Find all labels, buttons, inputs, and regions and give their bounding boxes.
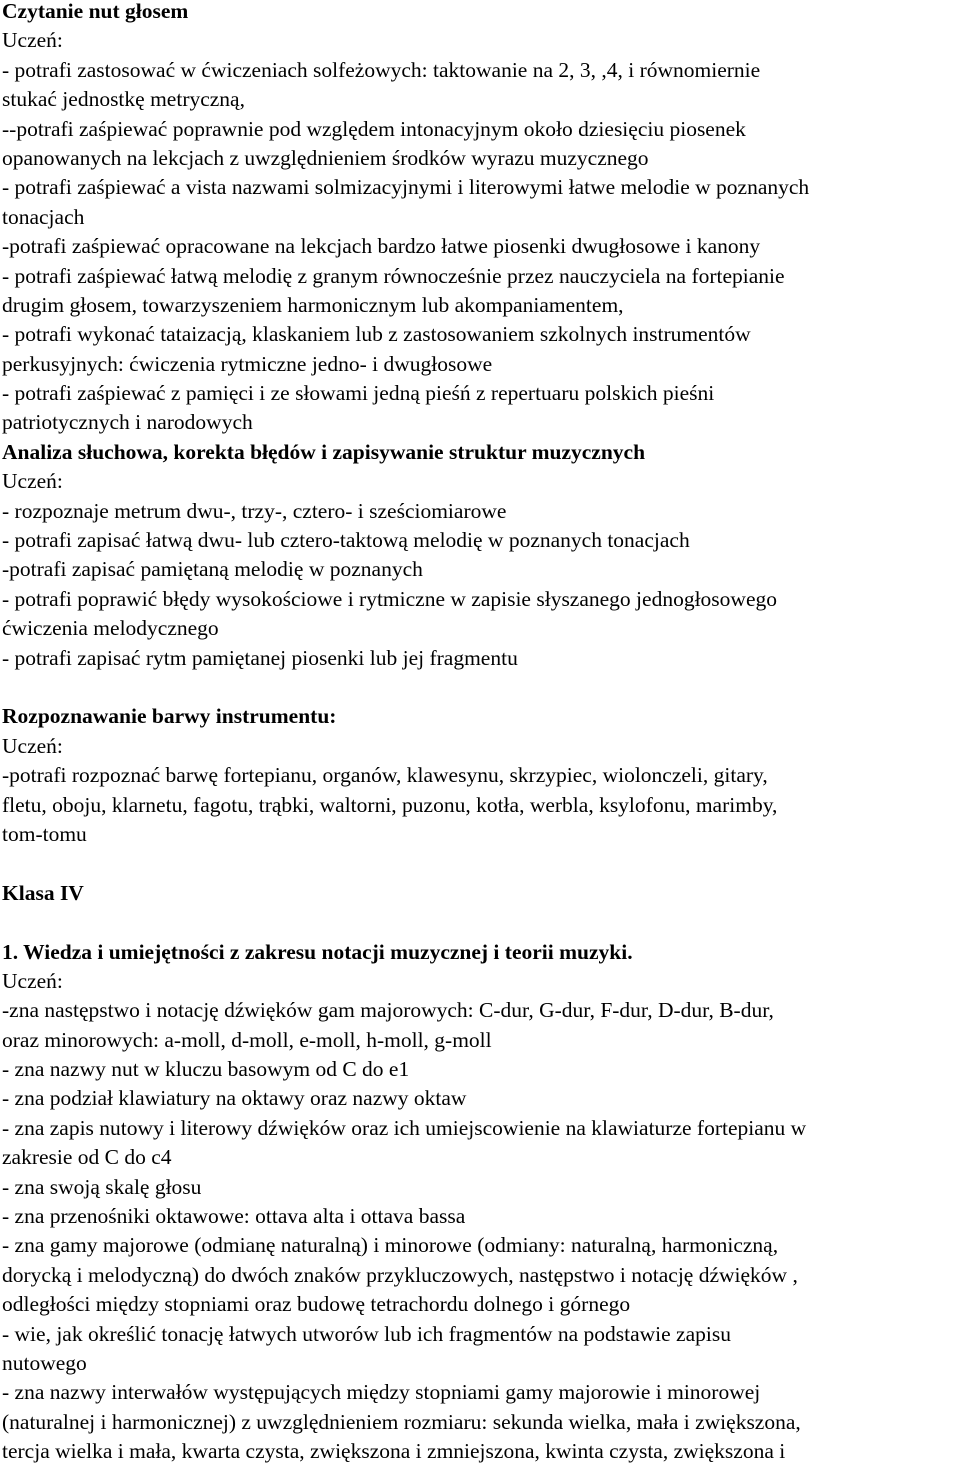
subject-label: Uczeń:	[2, 968, 63, 993]
subject-label: Uczeń:	[2, 733, 63, 758]
list-item: - zna zapis nutowy i literowy dźwięków oraz ich umiejscowienie na klawiaturze fortepianu w	[2, 1115, 807, 1140]
list-item: dorycką i melodyczną) do dwóch znaków przykluczowych, następstwo i notację dźwięków ,	[2, 1262, 798, 1287]
blank-line	[2, 908, 954, 937]
list-item: -potrafi zapisać pamiętaną melodię w poznanych	[2, 557, 423, 582]
list-item: - zna nazwy nut w kluczu basowym od C do e1	[2, 1057, 410, 1082]
list-item: drugim głosem, towarzyszeniem harmonicznym lub akompaniamentem,	[2, 292, 624, 317]
list-item: -potrafi zaśpiewać opracowane na lekcjach bardzo łatwe piosenki dwugłosowe i kanony	[2, 234, 761, 259]
list-item: stukać jednostkę metryczną,	[2, 87, 245, 112]
list-item: - potrafi zaśpiewać a vista nazwami solmizacyjnymi i literowymi łatwe melodie w poznanych	[2, 175, 810, 200]
list-item: --potrafi zaśpiewać poprawnie pod względem intonacyjnym około dziesięciu piosenek	[2, 116, 746, 141]
list-item: - zna gamy majorowe (odmianę naturalną) i minorowe (odmiany: naturalną, harmoniczną,	[2, 1233, 779, 1258]
list-item: - potrafi zapisać rytm pamiętanej piosenki lub jej fragmentu	[2, 645, 518, 670]
list-item: - rozpoznaje metrum dwu-, trzy-, cztero- i sześciomiarowe	[2, 498, 507, 523]
list-item: - potrafi zaśpiewać z pamięci i ze słowami jedną pieśń z repertuaru polskich pieśni	[2, 381, 715, 406]
list-item: ćwiczenia melodycznego	[2, 616, 219, 641]
list-item: -zna następstwo i notację dźwięków gam majorowych: C-dur, G-dur, F-dur, D-dur, B-dur,	[2, 998, 774, 1023]
blank-line	[2, 673, 954, 702]
document-page	[2, 0, 954, 1467]
list-item: - zna nazwy interwałów występujących między stopniami gamy majorowie i minorowej	[2, 1380, 761, 1405]
list-item: (naturalnej i harmonicznej) z uwzględnieniem rozmiaru: sekunda wielka, mała i zwiększona,	[2, 1409, 801, 1434]
section-heading-ear-training: Analiza słuchowa, korekta błędów i zapisywanie struktur muzycznych	[2, 439, 646, 464]
list-item: perkusyjnych: ćwiczenia rytmiczne jedno- i dwugłosowe	[2, 351, 493, 376]
list-item: fletu, oboju, klarnetu, fagotu, trąbki, waltorni, puzonu, kotła, werbla, ksylofonu, marimby,	[2, 792, 778, 817]
list-item: -potrafi rozpoznać barwę fortepianu, organów, klawesynu, skrzypiec, wiolonczeli, gitary,	[2, 763, 768, 788]
list-item: - zna przenośniki oktawowe: ottava alta i ottava bassa	[2, 1204, 466, 1229]
list-item: - potrafi zaśpiewać łatwą melodię z granym równocześnie przez nauczyciela na fortepianie	[2, 263, 785, 288]
subject-label: Uczeń:	[2, 469, 63, 494]
list-item: - wie, jak określić tonację łatwych utworów lub ich fragmentów na podstawie zapisu	[2, 1321, 731, 1346]
list-item: odległości między stopniami oraz budowę tetrachordu dolnego i górnego	[2, 1292, 631, 1317]
blank-line	[2, 849, 954, 878]
list-item: - potrafi zastosować w ćwiczeniach solfeżowych: taktowanie na 2, 3, ,4, i równomiernie	[2, 57, 761, 82]
section-heading-instrument-timbre: Rozpoznawanie barwy instrumentu:	[2, 704, 337, 729]
section-heading-notation-theory: 1. Wiedza i umiejętności z zakresu notacji muzycznej i teorii muzyki.	[2, 939, 633, 964]
class-heading: Klasa IV	[2, 880, 84, 905]
list-item: - zna podział klawiatury na oktawy oraz nazwy oktaw	[2, 1086, 467, 1111]
list-item: oraz minorowych: a-moll, d-moll, e-moll, h-moll, g-moll	[2, 1027, 492, 1052]
list-item: - potrafi zapisać łatwą dwu- lub cztero-taktową melodię w poznanych tonacjach	[2, 528, 690, 553]
list-item: nutowego	[2, 1350, 87, 1375]
list-item: tercja wielka i mała, kwarta czysta, zwiększona i zmniejszona, kwinta czysta, zwiększona i	[2, 1439, 786, 1464]
section-heading-reading: Czytanie nut głosem	[2, 0, 189, 23]
list-item: - potrafi wykonać tataizacją, klaskaniem lub z zastosowaniem szkolnych instrumentów	[2, 322, 751, 347]
list-item: - potrafi poprawić błędy wysokościowe i rytmiczne w zapisie słyszanego jednogłosowego	[2, 586, 777, 611]
list-item: opanowanych na lekcjach z uwzględnieniem środków wyrazu muzycznego	[2, 145, 649, 170]
list-item: zakresie od C do c4	[2, 1145, 172, 1170]
list-item: patriotycznych i narodowych	[2, 410, 253, 435]
list-item: tom-tomu	[2, 821, 87, 846]
list-item: tonacjach	[2, 204, 85, 229]
subject-label: Uczeń:	[2, 28, 63, 53]
list-item: - zna swoją skalę głosu	[2, 1174, 202, 1199]
